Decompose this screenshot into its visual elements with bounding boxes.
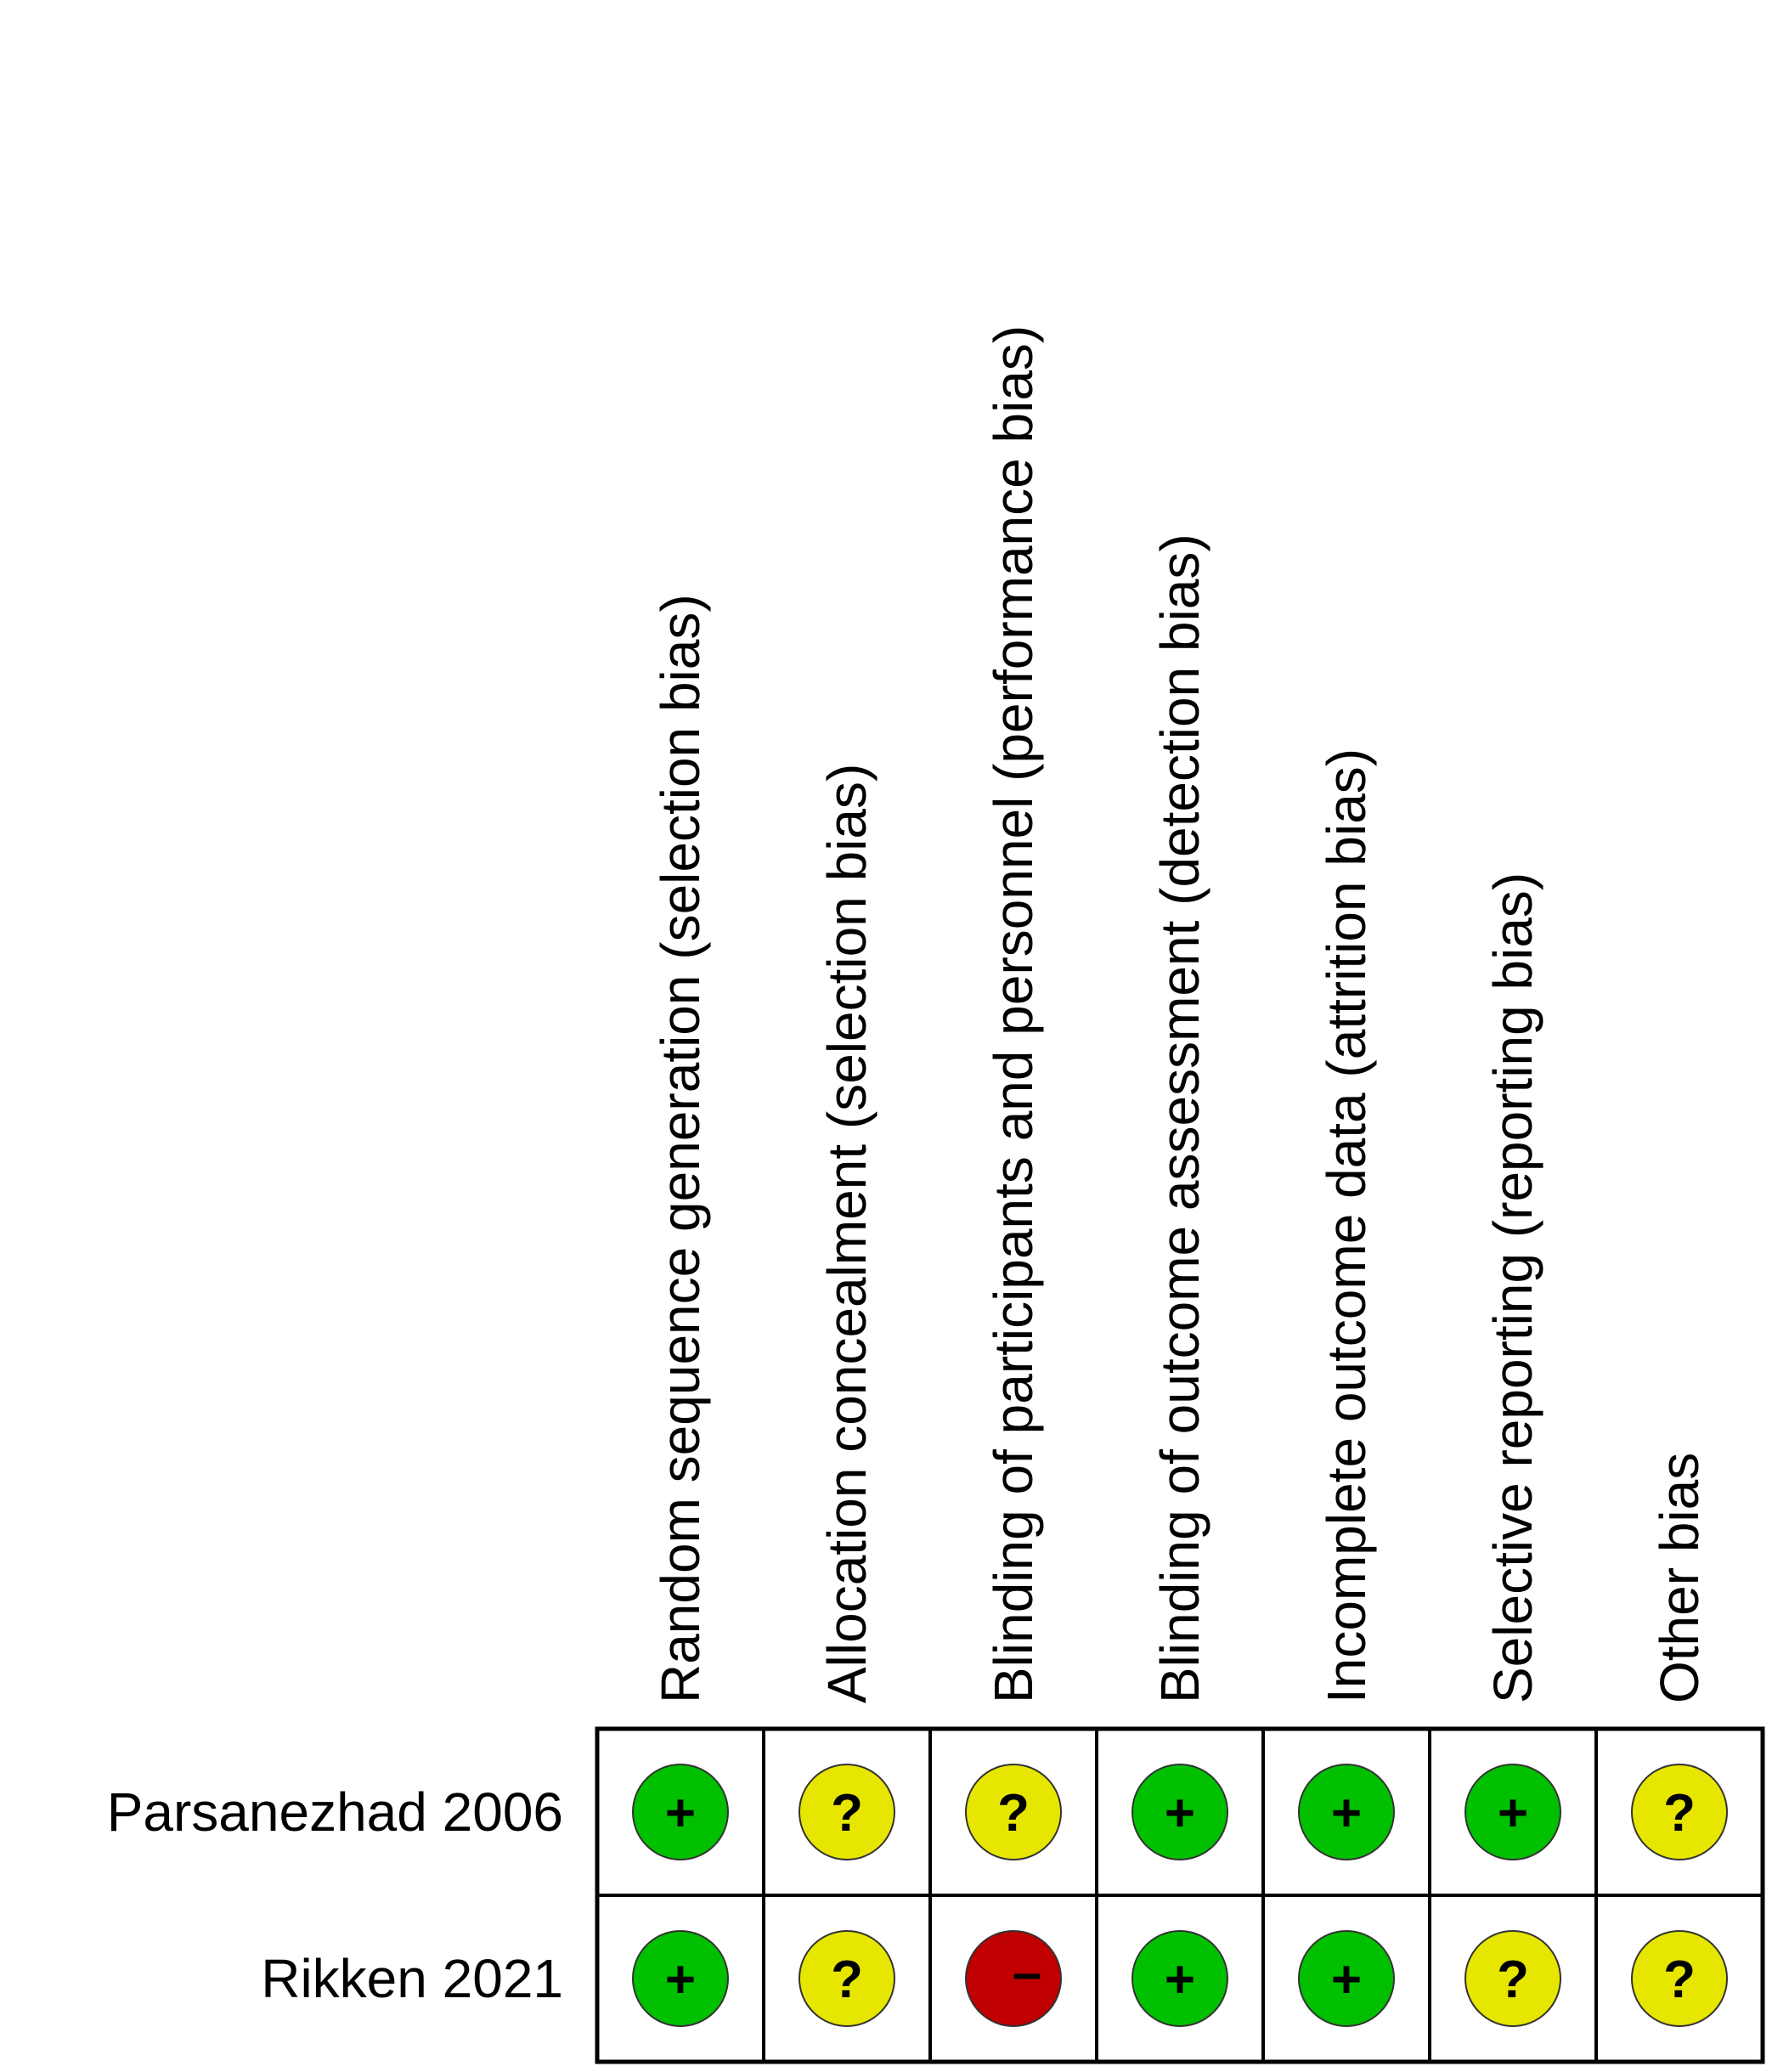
judgement-symbol: ? bbox=[831, 1951, 863, 2009]
judgement-low bbox=[633, 1931, 728, 2026]
judgement-unclear bbox=[1632, 1764, 1727, 1860]
judgement-low bbox=[1132, 1764, 1227, 1860]
judgement-symbol: ? bbox=[831, 1784, 863, 1843]
judgement-low bbox=[1299, 1764, 1394, 1860]
judgement-low bbox=[1465, 1764, 1560, 1860]
judgement-symbol: + bbox=[1164, 1784, 1196, 1843]
judgement-low bbox=[633, 1764, 728, 1860]
study-label: Rikken 2021 bbox=[261, 1948, 563, 2009]
judgement-symbol: + bbox=[1330, 1784, 1363, 1843]
judgement-symbol: + bbox=[664, 1951, 697, 2009]
domain-labels bbox=[650, 325, 1710, 1703]
domain-label: Other bias bbox=[1649, 1452, 1710, 1703]
judgement-symbol: + bbox=[1164, 1951, 1196, 2009]
domain-label: Allocation concealment (selection bias) bbox=[816, 763, 878, 1703]
judgement-symbol: ? bbox=[1663, 1951, 1696, 2009]
judgement-symbol: – bbox=[1012, 1944, 1042, 2002]
judgement-unclear bbox=[1632, 1931, 1727, 2026]
judgement-symbol: + bbox=[664, 1784, 697, 1843]
judgement-low bbox=[1132, 1931, 1227, 2026]
judgement-symbol: + bbox=[1330, 1951, 1363, 2009]
study-labels bbox=[107, 1781, 563, 2009]
judgement-symbol: + bbox=[1497, 1784, 1529, 1843]
judgement-unclear bbox=[799, 1764, 894, 1860]
judgement-unclear bbox=[966, 1764, 1061, 1860]
judgement-high bbox=[966, 1931, 1061, 2026]
domain-label: Blinding of outcome assessment (detection bias) bbox=[1149, 534, 1210, 1703]
judgement-unclear bbox=[1465, 1931, 1560, 2026]
domain-label: Selective reporting (reporting bias) bbox=[1482, 872, 1543, 1703]
domain-label: Incomplete outcome data (attrition bias) bbox=[1316, 748, 1377, 1703]
judgement-symbol: ? bbox=[1663, 1784, 1696, 1843]
judgement-symbol: ? bbox=[1497, 1951, 1529, 2009]
judgement-unclear bbox=[799, 1931, 894, 2026]
judgement-symbol: ? bbox=[997, 1784, 1030, 1843]
judgement-low bbox=[1299, 1931, 1394, 2026]
domain-label: Random sequence generation (selection bias) bbox=[650, 594, 711, 1703]
domain-label: Blinding of participants and personnel (performance bias) bbox=[983, 325, 1044, 1703]
study-label: Parsanezhad 2006 bbox=[106, 1781, 563, 1843]
